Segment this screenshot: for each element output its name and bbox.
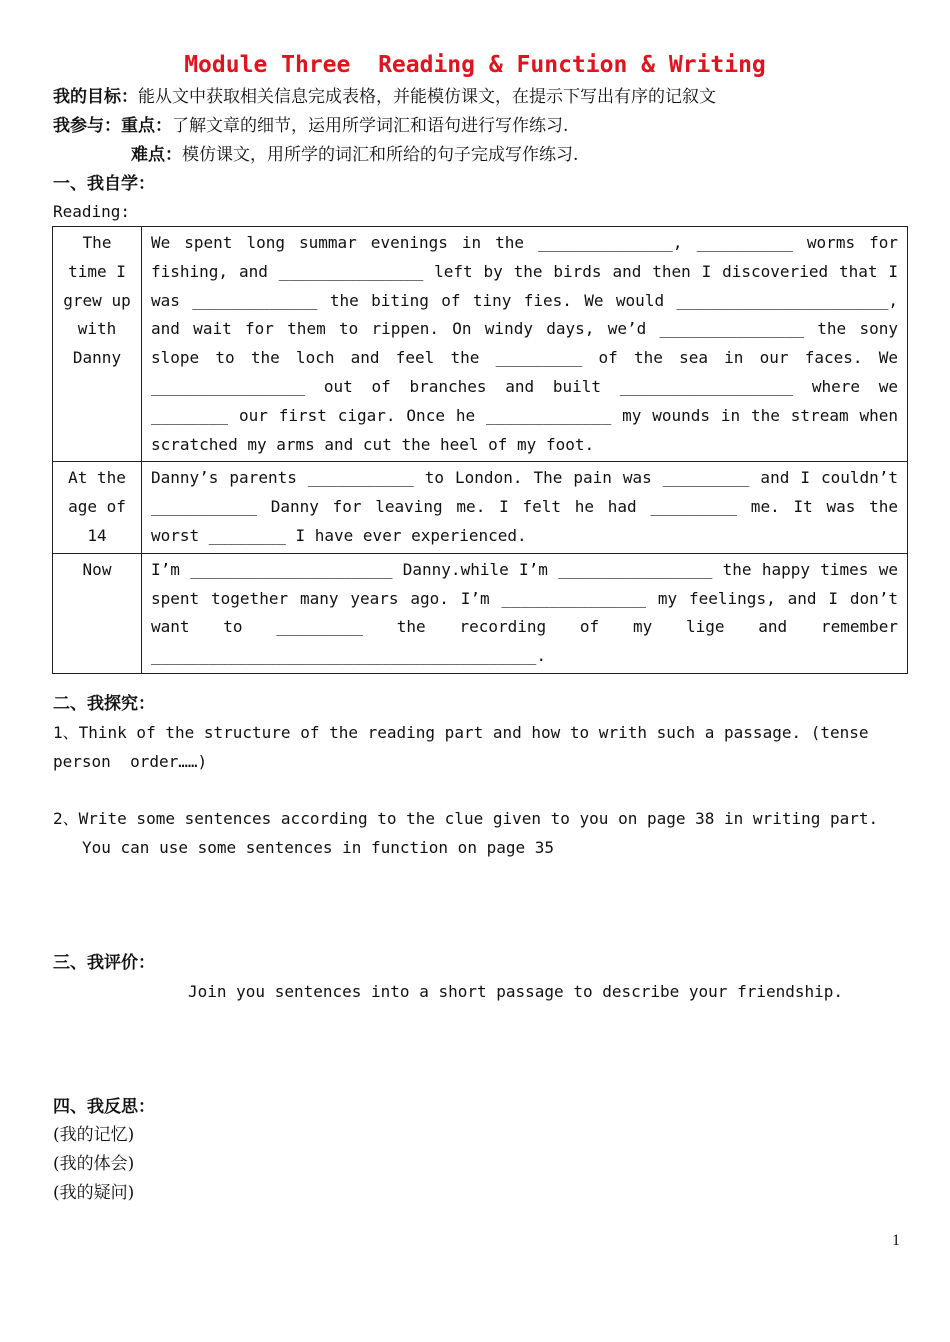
participate-label: 我参与： (53, 116, 121, 136)
row-label: The time I grew up with Danny (53, 227, 142, 462)
reflect-question: (我的疑问) (53, 1183, 135, 1203)
row-label: At the age of 14 (53, 462, 142, 553)
page-title: Module Three Reading & Function & Writing (184, 52, 766, 78)
difficult-point-label: 难点： (131, 145, 182, 165)
table-row (53, 227, 908, 462)
goal-label: 我的目标： (53, 87, 138, 107)
difficult-point-text: 模仿课文，用所学的词汇和所给的句子完成写作练习. (182, 145, 579, 165)
reflect-experience: (我的体会) (53, 1154, 135, 1174)
key-point-text: 了解文章的细节，运用所学词汇和语句进行写作练习. (172, 116, 569, 136)
reading-table (52, 226, 908, 674)
row-text: We spent long summar evenings in the ______________, __________ worms for fishing, and _______________ left by the birds and then I discoveried that I was _____________ the biting of tiny fies. We would ______________________, and wait for them to rippen. On windy days, we’d _______________ the sony slope to the loch and feel the _________ of the sea in our faces. We ________________ out of branches and built __________________ where we ________ our first cigar. Once he _____________ my wounds in the stream when scratched my arms and cut the heel of my foot. (142, 227, 908, 462)
explore-item2-line1: 2、Write some sentences according to the clue given to you on page 38 in writing part. (53, 809, 879, 828)
row-text: Danny’s parents ___________ to London. The pain was _________ and I couldn’t ___________ Danny for leaving me. I felt he had _________ me. It was the worst ________ I have ever experienced. (142, 462, 908, 553)
explore-item2-line2: You can use some sentences in function on page 35 (82, 838, 555, 857)
explore-item1-line1: 1、Think of the structure of the reading part and how to writh such a passage. (tense (53, 723, 869, 742)
section2-heading: 二、我探究： (53, 694, 155, 714)
explore-item1-line2: person order……) (53, 752, 208, 771)
goal-line (53, 86, 716, 108)
table-row (53, 462, 908, 553)
key-point-line (53, 115, 568, 137)
reflect-memory: (我的记忆) (53, 1125, 135, 1145)
row-text: I’m _____________________ Danny.while I’m ________________ the happy times we spent together many years ago. I’m _______________ my feelings, and I don’t want to _________ the recording of my lige and remember ________________________________________. (142, 553, 908, 673)
difficult-point-line (131, 144, 578, 166)
section1-heading: 一、我自学： (53, 174, 155, 194)
section3-heading: 三、我评价： (53, 953, 155, 973)
table-row (53, 553, 908, 673)
evaluate-text: Join you sentences into a short passage to describe your friendship. (188, 982, 844, 1001)
goal-text: 能从文中获取相关信息完成表格，并能模仿课文，在提示下写出有序的记叙文 (138, 87, 716, 107)
row-label: Now (53, 553, 142, 673)
section4-heading: 四、我反思： (53, 1097, 155, 1117)
page-number: 1 (892, 1232, 900, 1249)
key-point-label: 重点： (121, 116, 172, 136)
reading-label: Reading: (53, 202, 131, 221)
